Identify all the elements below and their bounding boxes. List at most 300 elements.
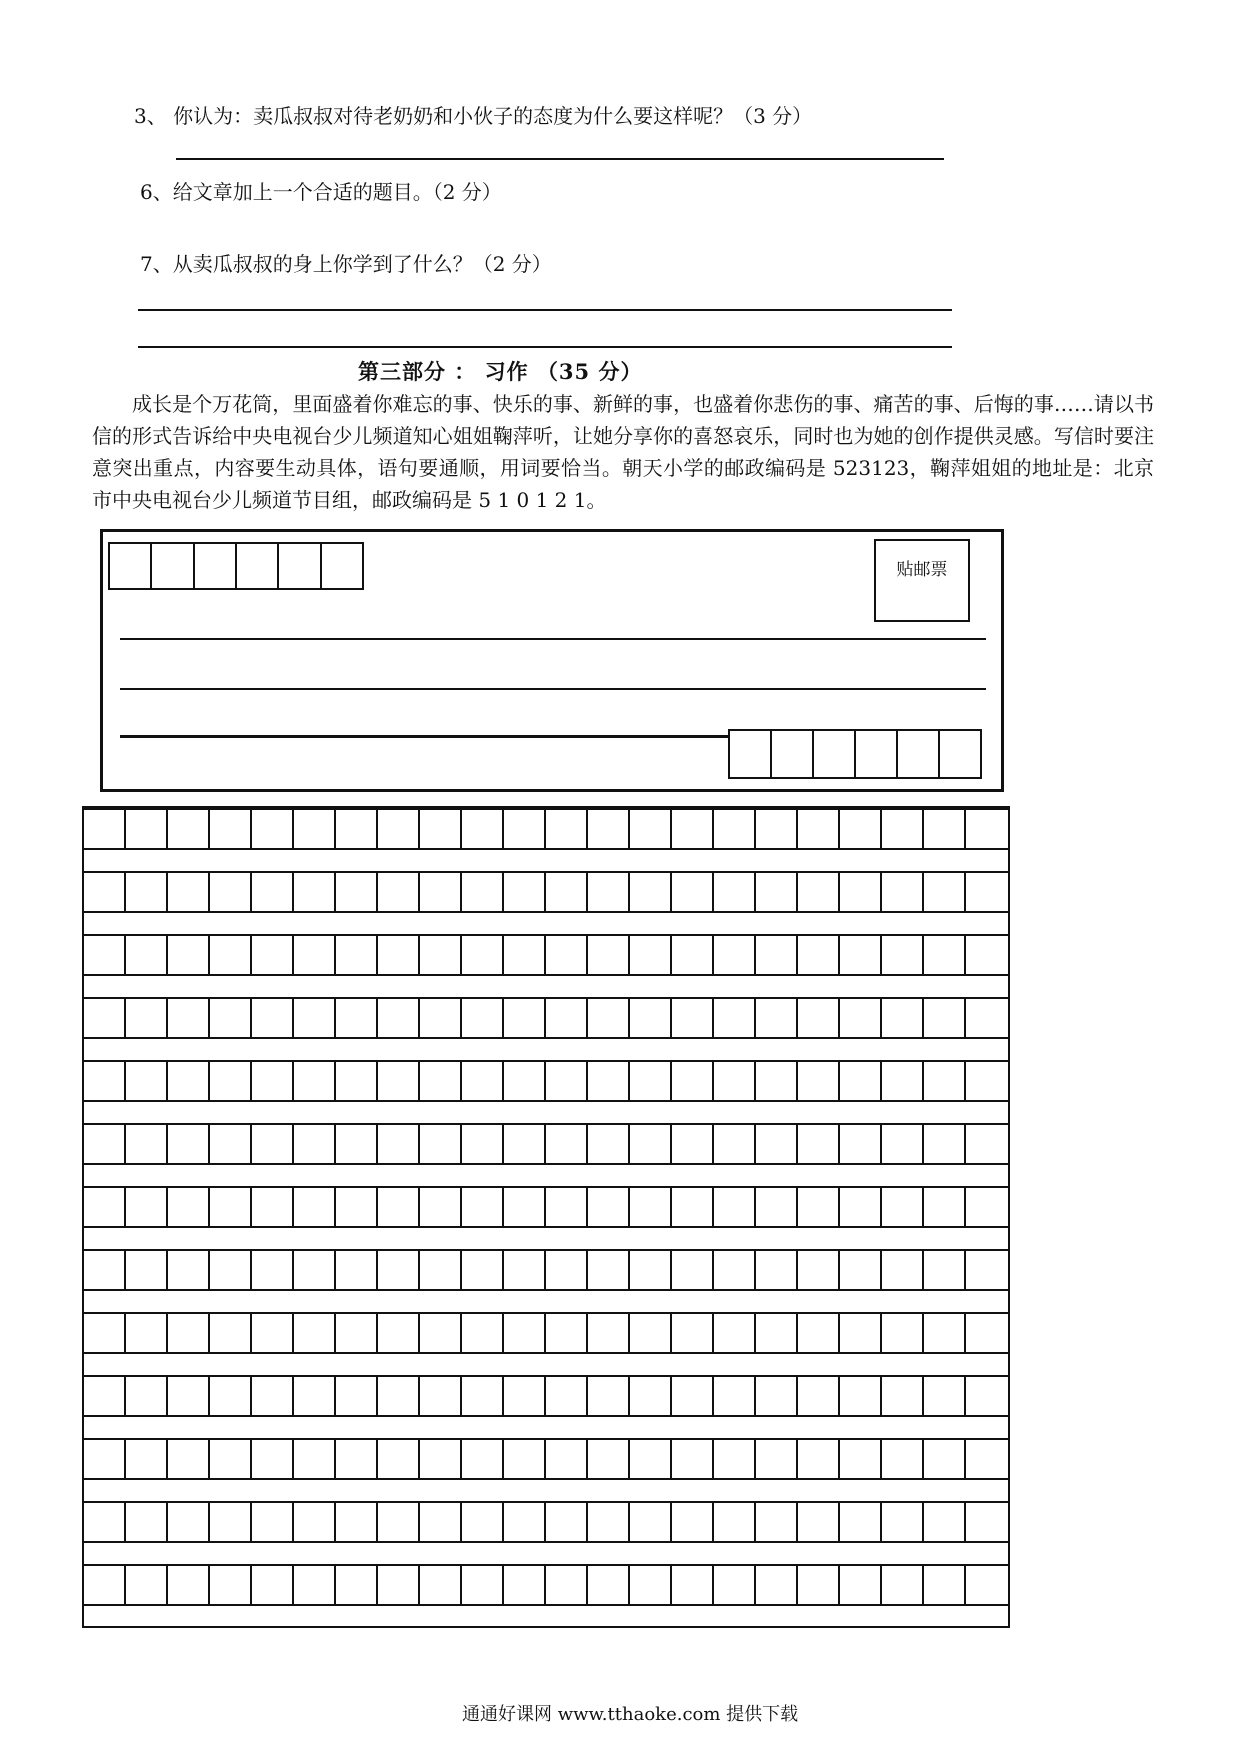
answer-line-q7-2[interactable] (138, 346, 952, 348)
grid-cell[interactable] (924, 1438, 966, 1480)
grid-cell[interactable] (504, 1438, 546, 1480)
grid-cell[interactable] (882, 1438, 924, 1480)
grid-cell[interactable] (924, 1186, 966, 1228)
grid-cell[interactable] (420, 1123, 462, 1165)
grid-cell[interactable] (504, 1375, 546, 1417)
grid-cell[interactable] (588, 871, 630, 913)
grid-cell[interactable] (420, 1060, 462, 1102)
grid-cell[interactable] (168, 997, 210, 1039)
grid-cell[interactable] (588, 1060, 630, 1102)
grid-cell[interactable] (168, 934, 210, 976)
grid-cell[interactable] (84, 1564, 126, 1606)
zip-digit-box[interactable] (898, 731, 940, 777)
grid-cell[interactable] (714, 808, 756, 850)
grid-cell[interactable] (840, 1249, 882, 1291)
grid-cell[interactable] (840, 1501, 882, 1543)
grid-cell[interactable] (546, 1249, 588, 1291)
grid-cell[interactable] (126, 1564, 168, 1606)
grid-cell[interactable] (84, 808, 126, 850)
grid-cell[interactable] (252, 871, 294, 913)
grid-cell[interactable] (798, 997, 840, 1039)
grid-cell[interactable] (84, 1123, 126, 1165)
grid-cell[interactable] (210, 1564, 252, 1606)
grid-cell[interactable] (378, 871, 420, 913)
grid-cell[interactable] (504, 1312, 546, 1354)
grid-cell[interactable] (294, 1564, 336, 1606)
sender-zip-boxes[interactable] (108, 542, 364, 590)
grid-cell[interactable] (756, 1060, 798, 1102)
zip-digit-box[interactable] (814, 731, 856, 777)
grid-cell[interactable] (630, 1060, 672, 1102)
grid-cell[interactable] (252, 1564, 294, 1606)
grid-cell[interactable] (630, 1186, 672, 1228)
grid-cell[interactable] (756, 1438, 798, 1480)
grid-cell[interactable] (630, 1564, 672, 1606)
grid-cell[interactable] (420, 997, 462, 1039)
grid-cell[interactable] (714, 934, 756, 976)
grid-cell[interactable] (714, 871, 756, 913)
grid-cell[interactable] (336, 1501, 378, 1543)
grid-cell[interactable] (168, 1123, 210, 1165)
grid-cell[interactable] (168, 1564, 210, 1606)
grid-cell[interactable] (462, 1123, 504, 1165)
grid-cell[interactable] (546, 1375, 588, 1417)
grid-cell[interactable] (210, 1312, 252, 1354)
grid-cell[interactable] (336, 808, 378, 850)
grid-cell[interactable] (630, 1375, 672, 1417)
grid-cell[interactable] (210, 997, 252, 1039)
grid-cell[interactable] (714, 1438, 756, 1480)
grid-cell[interactable] (294, 1186, 336, 1228)
grid-cell[interactable] (714, 1501, 756, 1543)
grid-cell[interactable] (294, 1123, 336, 1165)
grid-cell[interactable] (420, 808, 462, 850)
grid-cell[interactable] (546, 934, 588, 976)
grid-cell[interactable] (630, 1312, 672, 1354)
grid-cell[interactable] (378, 1060, 420, 1102)
grid-cell[interactable] (840, 1375, 882, 1417)
grid-cell[interactable] (966, 997, 1008, 1039)
grid-cell[interactable] (882, 808, 924, 850)
grid-cell[interactable] (546, 871, 588, 913)
grid-cell[interactable] (756, 1249, 798, 1291)
grid-cell[interactable] (966, 934, 1008, 976)
grid-cell[interactable] (672, 808, 714, 850)
grid-cell[interactable] (336, 1060, 378, 1102)
grid-cell[interactable] (798, 1123, 840, 1165)
grid-cell[interactable] (210, 1123, 252, 1165)
grid-cell[interactable] (252, 808, 294, 850)
grid-cell[interactable] (714, 1060, 756, 1102)
grid-cell[interactable] (966, 1312, 1008, 1354)
grid-cell[interactable] (252, 1249, 294, 1291)
grid-cell[interactable] (840, 1564, 882, 1606)
grid-cell[interactable] (462, 934, 504, 976)
grid-cell[interactable] (798, 1438, 840, 1480)
grid-cell[interactable] (714, 997, 756, 1039)
grid-cell[interactable] (672, 1186, 714, 1228)
address-line-3[interactable] (120, 735, 728, 738)
zip-digit-box[interactable] (940, 731, 982, 777)
grid-cell[interactable] (672, 1123, 714, 1165)
grid-cell[interactable] (630, 1123, 672, 1165)
grid-cell[interactable] (630, 997, 672, 1039)
grid-cell[interactable] (378, 997, 420, 1039)
grid-cell[interactable] (420, 1375, 462, 1417)
grid-cell[interactable] (798, 1186, 840, 1228)
grid-cell[interactable] (126, 1060, 168, 1102)
grid-cell[interactable] (546, 1564, 588, 1606)
grid-cell[interactable] (966, 1375, 1008, 1417)
grid-cell[interactable] (168, 1375, 210, 1417)
grid-cell[interactable] (924, 1375, 966, 1417)
grid-cell[interactable] (126, 1123, 168, 1165)
grid-cell[interactable] (756, 934, 798, 976)
grid-cell[interactable] (462, 1501, 504, 1543)
grid-cell[interactable] (504, 1564, 546, 1606)
grid-cell[interactable] (210, 1438, 252, 1480)
grid-cell[interactable] (378, 1312, 420, 1354)
grid-cell[interactable] (294, 1501, 336, 1543)
grid-cell[interactable] (210, 1501, 252, 1543)
grid-cell[interactable] (504, 1060, 546, 1102)
grid-cell[interactable] (840, 934, 882, 976)
grid-cell[interactable] (126, 1186, 168, 1228)
grid-cell[interactable] (672, 871, 714, 913)
grid-cell[interactable] (126, 808, 168, 850)
grid-cell[interactable] (672, 934, 714, 976)
grid-cell[interactable] (672, 1060, 714, 1102)
grid-cell[interactable] (378, 934, 420, 976)
grid-cell[interactable] (546, 808, 588, 850)
zip-digit-box[interactable] (237, 544, 279, 588)
grid-cell[interactable] (672, 1312, 714, 1354)
grid-cell[interactable] (966, 1060, 1008, 1102)
zip-digit-box[interactable] (279, 544, 321, 588)
grid-cell[interactable] (630, 871, 672, 913)
grid-cell[interactable] (840, 808, 882, 850)
grid-cell[interactable] (462, 1186, 504, 1228)
grid-cell[interactable] (966, 1564, 1008, 1606)
grid-cell[interactable] (504, 1123, 546, 1165)
grid-cell[interactable] (588, 1375, 630, 1417)
address-line-2[interactable] (120, 688, 986, 690)
grid-cell[interactable] (378, 1564, 420, 1606)
grid-cell[interactable] (546, 1312, 588, 1354)
answer-line-q3[interactable] (176, 158, 944, 160)
grid-cell[interactable] (84, 1249, 126, 1291)
grid-cell[interactable] (798, 1501, 840, 1543)
grid-cell[interactable] (378, 1438, 420, 1480)
recipient-zip-boxes[interactable] (728, 729, 982, 779)
grid-cell[interactable] (798, 1564, 840, 1606)
grid-cell[interactable] (504, 1249, 546, 1291)
grid-cell[interactable] (336, 1438, 378, 1480)
zip-digit-box[interactable] (322, 544, 364, 588)
grid-cell[interactable] (84, 1501, 126, 1543)
grid-cell[interactable] (672, 1375, 714, 1417)
grid-cell[interactable] (882, 871, 924, 913)
grid-cell[interactable] (588, 1564, 630, 1606)
grid-cell[interactable] (504, 1501, 546, 1543)
grid-cell[interactable] (336, 1564, 378, 1606)
zip-digit-box[interactable] (110, 544, 152, 588)
grid-cell[interactable] (630, 1249, 672, 1291)
grid-cell[interactable] (378, 1249, 420, 1291)
grid-cell[interactable] (336, 934, 378, 976)
grid-cell[interactable] (252, 997, 294, 1039)
grid-cell[interactable] (168, 1186, 210, 1228)
grid-cell[interactable] (588, 1438, 630, 1480)
grid-cell[interactable] (126, 1375, 168, 1417)
grid-cell[interactable] (840, 1123, 882, 1165)
grid-cell[interactable] (714, 1564, 756, 1606)
grid-cell[interactable] (630, 808, 672, 850)
grid-cell[interactable] (756, 808, 798, 850)
grid-cell[interactable] (462, 1312, 504, 1354)
grid-cell[interactable] (714, 1186, 756, 1228)
grid-cell[interactable] (672, 1249, 714, 1291)
grid-cell[interactable] (210, 1249, 252, 1291)
grid-cell[interactable] (966, 808, 1008, 850)
grid-cell[interactable] (252, 1312, 294, 1354)
grid-cell[interactable] (84, 1375, 126, 1417)
grid-cell[interactable] (924, 1123, 966, 1165)
grid-cell[interactable] (840, 1312, 882, 1354)
grid-cell[interactable] (294, 1438, 336, 1480)
grid-cell[interactable] (462, 1564, 504, 1606)
grid-cell[interactable] (336, 1312, 378, 1354)
grid-cell[interactable] (462, 1375, 504, 1417)
grid-cell[interactable] (378, 1375, 420, 1417)
grid-cell[interactable] (588, 1501, 630, 1543)
grid-cell[interactable] (756, 871, 798, 913)
grid-cell[interactable] (504, 934, 546, 976)
grid-cell[interactable] (462, 1438, 504, 1480)
grid-cell[interactable] (462, 997, 504, 1039)
grid-cell[interactable] (462, 808, 504, 850)
grid-cell[interactable] (336, 1186, 378, 1228)
grid-cell[interactable] (630, 1501, 672, 1543)
grid-cell[interactable] (882, 1186, 924, 1228)
grid-cell[interactable] (294, 1249, 336, 1291)
grid-cell[interactable] (210, 934, 252, 976)
grid-cell[interactable] (882, 1375, 924, 1417)
grid-cell[interactable] (336, 1375, 378, 1417)
grid-cell[interactable] (756, 1123, 798, 1165)
grid-cell[interactable] (714, 1123, 756, 1165)
grid-cell[interactable] (672, 1501, 714, 1543)
grid-cell[interactable] (756, 1501, 798, 1543)
grid-cell[interactable] (294, 997, 336, 1039)
grid-cell[interactable] (336, 871, 378, 913)
grid-cell[interactable] (210, 1186, 252, 1228)
grid-cell[interactable] (84, 1312, 126, 1354)
grid-cell[interactable] (252, 1501, 294, 1543)
grid-cell[interactable] (84, 997, 126, 1039)
grid-cell[interactable] (252, 1123, 294, 1165)
grid-cell[interactable] (546, 1123, 588, 1165)
grid-cell[interactable] (504, 1186, 546, 1228)
grid-cell[interactable] (756, 997, 798, 1039)
grid-cell[interactable] (126, 934, 168, 976)
grid-cell[interactable] (210, 808, 252, 850)
grid-cell[interactable] (294, 808, 336, 850)
grid-cell[interactable] (126, 1312, 168, 1354)
grid-cell[interactable] (672, 1564, 714, 1606)
grid-cell[interactable] (168, 808, 210, 850)
grid-cell[interactable] (840, 1060, 882, 1102)
grid-cell[interactable] (294, 1312, 336, 1354)
grid-cell[interactable] (714, 1249, 756, 1291)
answer-line-q7-1[interactable] (138, 309, 952, 311)
grid-cell[interactable] (420, 1438, 462, 1480)
grid-cell[interactable] (924, 1312, 966, 1354)
grid-cell[interactable] (168, 1249, 210, 1291)
zip-digit-box[interactable] (730, 731, 772, 777)
grid-cell[interactable] (126, 997, 168, 1039)
grid-cell[interactable] (630, 1438, 672, 1480)
grid-cell[interactable] (588, 997, 630, 1039)
grid-cell[interactable] (84, 1186, 126, 1228)
grid-cell[interactable] (504, 871, 546, 913)
grid-cell[interactable] (546, 1501, 588, 1543)
grid-cell[interactable] (294, 934, 336, 976)
grid-cell[interactable] (420, 1249, 462, 1291)
grid-cell[interactable] (672, 997, 714, 1039)
grid-cell[interactable] (546, 1438, 588, 1480)
grid-cell[interactable] (252, 1060, 294, 1102)
grid-cell[interactable] (966, 1186, 1008, 1228)
grid-cell[interactable] (714, 1375, 756, 1417)
grid-cell[interactable] (252, 934, 294, 976)
grid-cell[interactable] (294, 871, 336, 913)
grid-cell[interactable] (756, 1375, 798, 1417)
grid-cell[interactable] (420, 1564, 462, 1606)
grid-cell[interactable] (966, 1123, 1008, 1165)
grid-cell[interactable] (168, 1438, 210, 1480)
grid-cell[interactable] (168, 1060, 210, 1102)
grid-cell[interactable] (420, 1186, 462, 1228)
grid-cell[interactable] (546, 997, 588, 1039)
grid-cell[interactable] (924, 997, 966, 1039)
grid-cell[interactable] (588, 1312, 630, 1354)
grid-cell[interactable] (252, 1375, 294, 1417)
grid-cell[interactable] (882, 1312, 924, 1354)
grid-cell[interactable] (798, 808, 840, 850)
grid-cell[interactable] (756, 1312, 798, 1354)
grid-cell[interactable] (882, 1123, 924, 1165)
grid-cell[interactable] (420, 871, 462, 913)
grid-cell[interactable] (504, 808, 546, 850)
grid-cell[interactable] (882, 1564, 924, 1606)
grid-cell[interactable] (462, 1249, 504, 1291)
grid-cell[interactable] (126, 1501, 168, 1543)
grid-cell[interactable] (378, 1501, 420, 1543)
grid-cell[interactable] (84, 871, 126, 913)
grid-cell[interactable] (588, 808, 630, 850)
grid-cell[interactable] (924, 1501, 966, 1543)
grid-cell[interactable] (252, 1438, 294, 1480)
grid-cell[interactable] (924, 808, 966, 850)
grid-cell[interactable] (168, 871, 210, 913)
grid-cell[interactable] (336, 997, 378, 1039)
grid-cell[interactable] (798, 1060, 840, 1102)
grid-cell[interactable] (336, 1123, 378, 1165)
grid-cell[interactable] (378, 808, 420, 850)
grid-cell[interactable] (882, 1501, 924, 1543)
grid-cell[interactable] (378, 1186, 420, 1228)
zip-digit-box[interactable] (152, 544, 194, 588)
grid-cell[interactable] (168, 1501, 210, 1543)
grid-cell[interactable] (126, 1249, 168, 1291)
grid-cell[interactable] (420, 1501, 462, 1543)
grid-cell[interactable] (126, 871, 168, 913)
grid-cell[interactable] (420, 1312, 462, 1354)
grid-cell[interactable] (924, 1060, 966, 1102)
grid-cell[interactable] (924, 1564, 966, 1606)
grid-cell[interactable] (756, 1186, 798, 1228)
grid-cell[interactable] (882, 1060, 924, 1102)
grid-cell[interactable] (462, 871, 504, 913)
grid-cell[interactable] (252, 1186, 294, 1228)
grid-cell[interactable] (168, 1312, 210, 1354)
grid-cell[interactable] (546, 1060, 588, 1102)
grid-cell[interactable] (630, 934, 672, 976)
grid-cell[interactable] (84, 934, 126, 976)
grid-cell[interactable] (210, 871, 252, 913)
grid-cell[interactable] (588, 1123, 630, 1165)
grid-cell[interactable] (504, 997, 546, 1039)
grid-cell[interactable] (462, 1060, 504, 1102)
grid-cell[interactable] (210, 1060, 252, 1102)
grid-cell[interactable] (924, 934, 966, 976)
grid-cell[interactable] (966, 1438, 1008, 1480)
grid-cell[interactable] (84, 1060, 126, 1102)
grid-cell[interactable] (714, 1312, 756, 1354)
grid-cell[interactable] (966, 871, 1008, 913)
grid-cell[interactable] (798, 1312, 840, 1354)
grid-cell[interactable] (84, 1438, 126, 1480)
grid-cell[interactable] (420, 934, 462, 976)
grid-cell[interactable] (294, 1060, 336, 1102)
grid-cell[interactable] (294, 1375, 336, 1417)
grid-cell[interactable] (924, 1249, 966, 1291)
grid-cell[interactable] (840, 997, 882, 1039)
zip-digit-box[interactable] (856, 731, 898, 777)
grid-cell[interactable] (798, 1375, 840, 1417)
address-line-1[interactable] (120, 638, 986, 640)
grid-cell[interactable] (840, 871, 882, 913)
grid-cell[interactable] (840, 1438, 882, 1480)
grid-cell[interactable] (756, 1564, 798, 1606)
zip-digit-box[interactable] (772, 731, 814, 777)
grid-cell[interactable] (840, 1186, 882, 1228)
grid-cell[interactable] (672, 1438, 714, 1480)
grid-cell[interactable] (588, 934, 630, 976)
grid-cell[interactable] (798, 871, 840, 913)
grid-cell[interactable] (126, 1438, 168, 1480)
grid-cell[interactable] (966, 1501, 1008, 1543)
grid-cell[interactable] (966, 1249, 1008, 1291)
grid-cell[interactable] (798, 934, 840, 976)
grid-cell[interactable] (882, 997, 924, 1039)
grid-cell[interactable] (882, 934, 924, 976)
grid-cell[interactable] (588, 1186, 630, 1228)
grid-cell[interactable] (546, 1186, 588, 1228)
grid-cell[interactable] (210, 1375, 252, 1417)
grid-cell[interactable] (588, 1249, 630, 1291)
